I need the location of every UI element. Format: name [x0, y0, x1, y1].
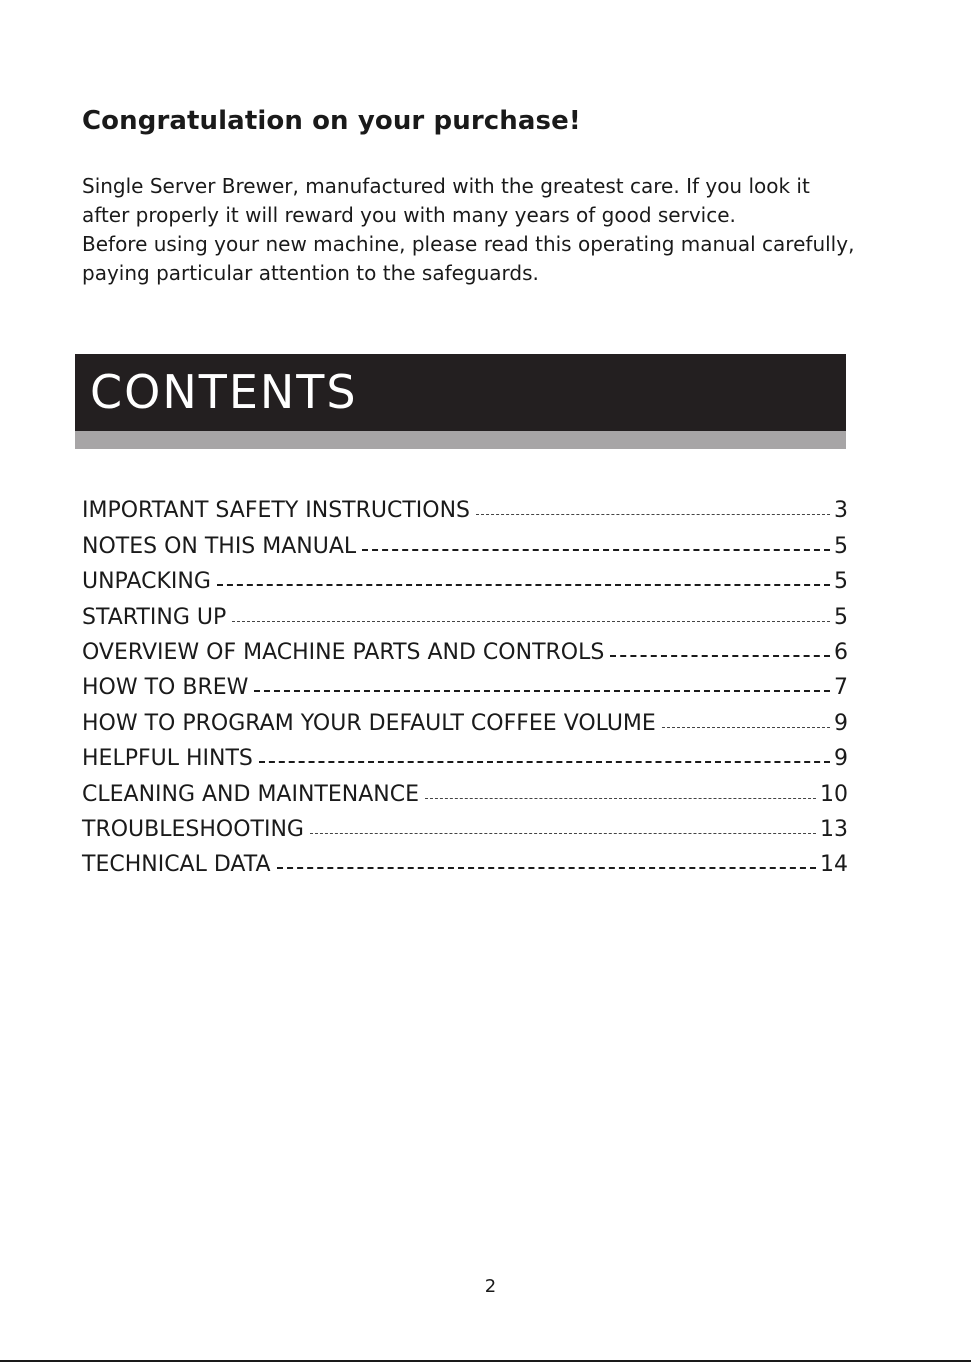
- intro-text: [82, 172, 862, 288]
- toc-entry[interactable]: [82, 738, 848, 773]
- toc-entry-label: IMPORTANT SAFETY INSTRUCTIONS: [82, 498, 471, 524]
- toc-entry-label: TROUBLESHOOTING: [82, 816, 304, 842]
- table-of-contents: [82, 490, 848, 879]
- toc-entry-page: 10: [820, 781, 848, 807]
- toc-leader: [232, 621, 830, 622]
- contents-banner: [75, 354, 846, 431]
- toc-entry-label: HELPFUL HINTS: [82, 746, 253, 772]
- toc-entry[interactable]: [82, 490, 848, 525]
- toc-entry-label: UNPACKING: [82, 569, 211, 595]
- toc-entry-label: HOW TO PROGRAM YOUR DEFAULT COFFEE VOLUME: [82, 710, 656, 736]
- toc-entry-page: 5: [834, 533, 848, 559]
- toc-entry[interactable]: [82, 525, 848, 560]
- toc-entry-label: HOW TO BREW: [82, 675, 249, 701]
- toc-entry-label: STARTING UP: [82, 604, 227, 630]
- toc-leader: [362, 549, 830, 551]
- toc-leader: [425, 798, 816, 799]
- toc-leader: [217, 584, 830, 586]
- contents-underbar: [75, 431, 846, 449]
- toc-leader: [476, 514, 830, 515]
- toc-entry[interactable]: [82, 809, 848, 844]
- toc-entry-label: OVERVIEW OF MACHINE PARTS AND CONTROLS: [82, 639, 605, 665]
- toc-entry-page: 9: [834, 746, 848, 772]
- toc-entry[interactable]: [82, 667, 848, 702]
- toc-entry[interactable]: [82, 702, 848, 737]
- toc-entry-label: NOTES ON THIS MANUAL: [82, 533, 357, 559]
- toc-entry-page: 14: [820, 852, 848, 878]
- toc-entry-page: 7: [834, 675, 848, 701]
- intro-paragraph: Before using your new machine, please read this operating manual carefully, paying particular attention to the safeguards.: [82, 232, 855, 285]
- toc-entry[interactable]: [82, 561, 848, 596]
- toc-entry-label: CLEANING AND MAINTENANCE: [82, 781, 419, 807]
- toc-entry-label: TECHNICAL DATA: [82, 852, 271, 878]
- toc-leader: [254, 690, 830, 692]
- toc-entry[interactable]: [82, 632, 848, 667]
- intro-paragraph: Single Server Brewer, manufactured with the greatest care. If you look it after properly it will reward you with many years of good service.: [82, 174, 810, 227]
- toc-entry[interactable]: [82, 596, 848, 631]
- page-number: 2: [484, 1276, 497, 1297]
- toc-entry-page: 5: [834, 569, 848, 595]
- contents-title: CONTENTS: [90, 365, 358, 419]
- toc-leader: [662, 727, 830, 728]
- toc-entry-page: 3: [834, 498, 848, 524]
- toc-entry-page: 13: [820, 816, 848, 842]
- toc-leader: [610, 655, 830, 657]
- toc-entry-page: 5: [834, 604, 848, 630]
- toc-entry[interactable]: [82, 844, 848, 879]
- toc-entry-page: 9: [834, 710, 848, 736]
- toc-entry-page: 6: [834, 639, 848, 665]
- toc-leader: [277, 867, 816, 869]
- toc-leader: [310, 833, 816, 834]
- toc-leader: [259, 761, 830, 763]
- toc-entry[interactable]: [82, 773, 848, 808]
- page-heading: Congratulation on your purchase!: [82, 106, 581, 136]
